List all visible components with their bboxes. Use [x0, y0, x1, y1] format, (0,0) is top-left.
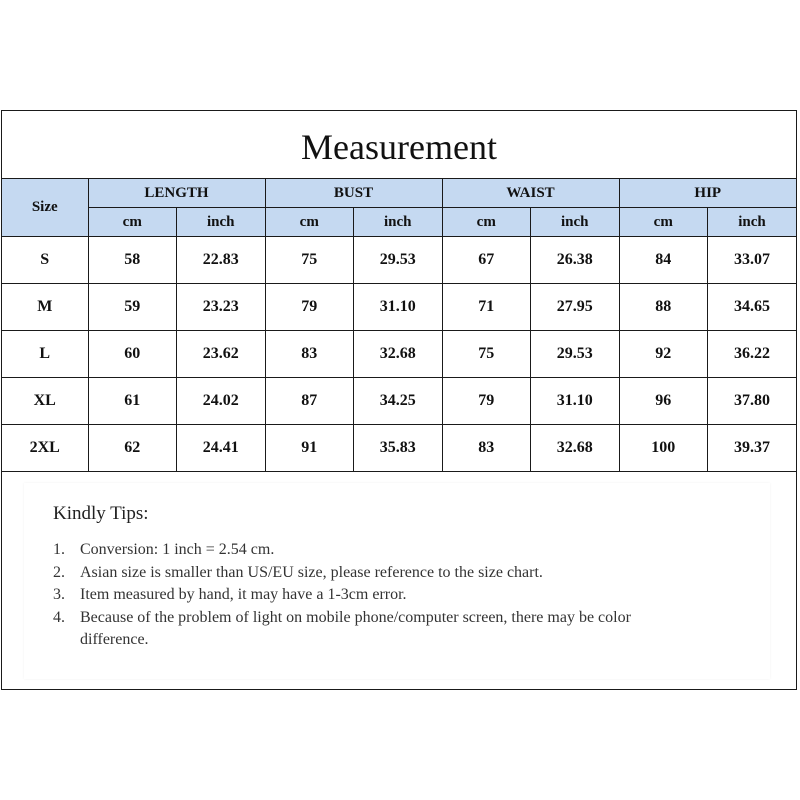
table-cell: 67 [442, 237, 531, 284]
size-chart [1, 110, 797, 690]
tip-text: Asian size is smaller than US/EU size, please reference to the size chart. [80, 563, 543, 581]
table-row [2, 284, 796, 331]
tips-panel [24, 483, 770, 679]
table-cell: 75 [442, 331, 531, 378]
size-cell: XL [2, 378, 88, 425]
table-cell: 31.10 [531, 378, 620, 425]
size-cell: 2XL [2, 425, 88, 472]
table-cell: 39.37 [708, 425, 797, 472]
table-cell: 100 [619, 425, 708, 472]
table-row [2, 425, 796, 472]
chart-title: Measurement [2, 111, 796, 179]
tip-item [53, 539, 693, 562]
size-cell: M [2, 284, 88, 331]
tip-text: Because of the problem of light on mobile phone/computer screen, there may be color difference. [80, 608, 631, 648]
table-cell: 32.68 [354, 331, 443, 378]
size-cell: L [2, 331, 88, 378]
tip-number: 4. [53, 608, 65, 626]
tip-text: Conversion: 1 inch = 2.54 cm. [80, 541, 275, 558]
size-cell: S [2, 237, 88, 284]
table-cell: 31.10 [354, 284, 443, 331]
table-cell: 79 [265, 284, 354, 331]
table-cell: 75 [265, 237, 354, 284]
table-cell: 83 [442, 425, 531, 472]
tips-heading: Kindly Tips: [53, 503, 149, 524]
unit-header: inch [177, 208, 266, 237]
table-cell: 29.53 [354, 237, 443, 284]
unit-header: cm [88, 208, 177, 237]
table-cell: 22.83 [177, 237, 266, 284]
tip-item [53, 584, 693, 607]
table-header-row [2, 179, 796, 208]
tip-text: Item measured by hand, it may have a 1-3cm error. [80, 586, 407, 603]
group-header-bust: BUST [265, 179, 442, 208]
group-header-waist: WAIST [442, 179, 619, 208]
tip-item [53, 607, 693, 652]
table-cell: 24.02 [177, 378, 266, 425]
table-cell: 60 [88, 331, 177, 378]
table-cell: 84 [619, 237, 708, 284]
size-column-header: Size [2, 179, 88, 237]
table-cell: 32.68 [531, 425, 620, 472]
table-cell: 34.25 [354, 378, 443, 425]
table-cell: 36.22 [708, 331, 797, 378]
tips-list [53, 539, 693, 652]
table-cell: 33.07 [708, 237, 797, 284]
tip-number: 2. [53, 563, 65, 581]
unit-header: inch [531, 208, 620, 237]
table-row [2, 378, 796, 425]
table-cell: 59 [88, 284, 177, 331]
group-header-hip: HIP [619, 179, 796, 208]
tip-number: 1. [53, 541, 65, 558]
unit-header: cm [442, 208, 531, 237]
tip-item [53, 562, 693, 585]
table-cell: 96 [619, 378, 708, 425]
table-cell: 24.41 [177, 425, 266, 472]
unit-header: inch [354, 208, 443, 237]
unit-header-row [2, 208, 796, 237]
table-cell: 92 [619, 331, 708, 378]
table-cell: 26.38 [531, 237, 620, 284]
table-cell: 29.53 [531, 331, 620, 378]
table-row [2, 331, 796, 378]
group-header-length: LENGTH [88, 179, 265, 208]
table-cell: 87 [265, 378, 354, 425]
table-cell: 71 [442, 284, 531, 331]
unit-header: inch [708, 208, 797, 237]
table-body [2, 237, 796, 472]
table-row [2, 237, 796, 284]
table-cell: 91 [265, 425, 354, 472]
unit-header: cm [619, 208, 708, 237]
table-cell: 79 [442, 378, 531, 425]
table-cell: 27.95 [531, 284, 620, 331]
table-cell: 35.83 [354, 425, 443, 472]
table-cell: 37.80 [708, 378, 797, 425]
tip-number: 3. [53, 586, 65, 603]
table-cell: 61 [88, 378, 177, 425]
unit-header: cm [265, 208, 354, 237]
table-cell: 58 [88, 237, 177, 284]
table-cell: 62 [88, 425, 177, 472]
table-cell: 23.62 [177, 331, 266, 378]
table-cell: 23.23 [177, 284, 266, 331]
size-table [2, 179, 796, 472]
table-cell: 83 [265, 331, 354, 378]
table-cell: 34.65 [708, 284, 797, 331]
table-cell: 88 [619, 284, 708, 331]
